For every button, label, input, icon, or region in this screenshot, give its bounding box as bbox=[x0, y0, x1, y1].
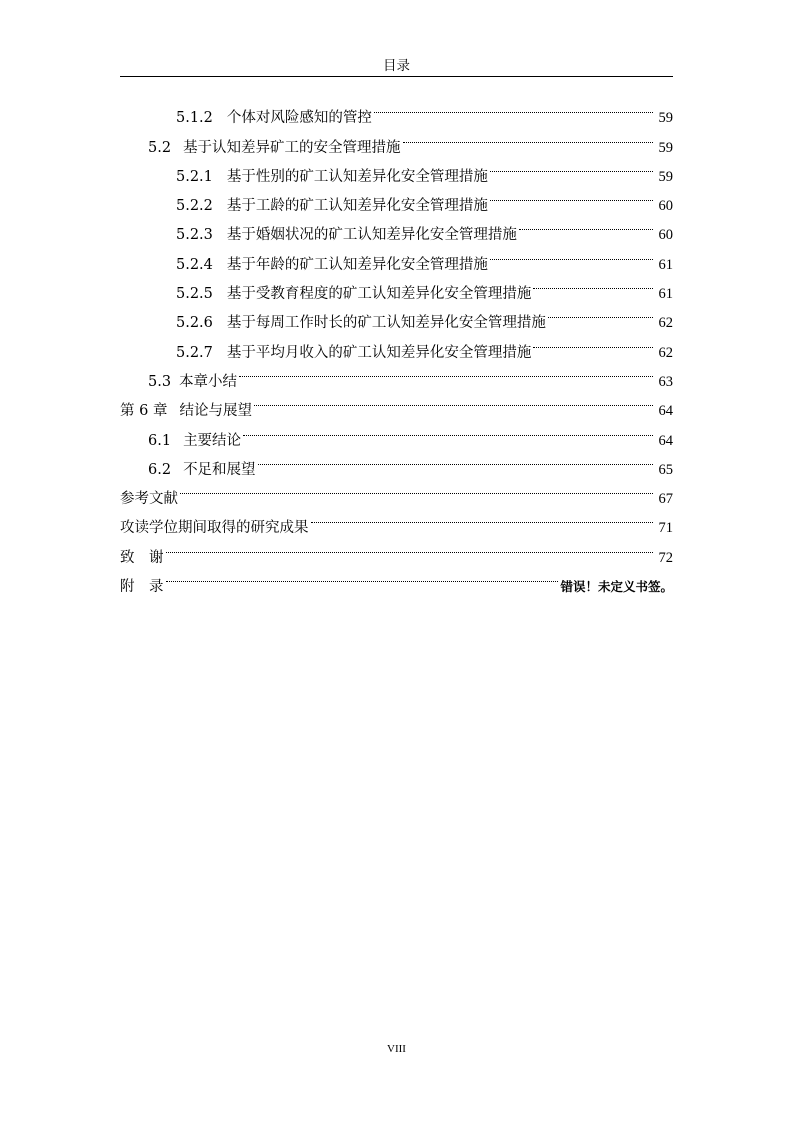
toc-entry-title: 基于工龄的矿工认知差异化安全管理措施 bbox=[226, 198, 488, 215]
toc-entry-number: 5.2.5 bbox=[176, 286, 213, 303]
dot-leader bbox=[166, 562, 559, 591]
toc-entry-acknowledgements[interactable] bbox=[120, 532, 673, 566]
toc-entry-page: 61 bbox=[658, 256, 673, 273]
toc-entry-number: 5.2.1 bbox=[176, 168, 213, 185]
toc-entry-references[interactable] bbox=[120, 474, 673, 508]
toc-entry-page: 62 bbox=[658, 315, 673, 332]
toc-entry-page: 71 bbox=[658, 520, 673, 537]
dot-leader bbox=[166, 532, 654, 561]
dot-leader bbox=[374, 93, 653, 122]
toc-entry-page: 59 bbox=[658, 139, 673, 156]
toc-entry-title: 参考文献 bbox=[120, 491, 178, 508]
toc-entry-number: 5.3 bbox=[148, 373, 172, 390]
dot-leader bbox=[533, 269, 653, 298]
toc-entry-page: 60 bbox=[658, 227, 673, 244]
dot-leader bbox=[180, 474, 653, 503]
toc-entry-title: 附 录 bbox=[120, 579, 164, 596]
dot-leader bbox=[519, 210, 653, 239]
running-header: 目录 bbox=[383, 58, 410, 74]
toc-entry-title: 基于每周工作时长的矿工认知差异化安全管理措施 bbox=[226, 315, 546, 332]
toc-entry-number: 6.2 bbox=[148, 461, 172, 478]
dot-leader bbox=[239, 357, 653, 386]
dot-leader bbox=[490, 181, 653, 210]
toc-entry-page: 67 bbox=[658, 491, 673, 508]
toc-entry-title: 基于婚姻状况的矿工认知差异化安全管理措施 bbox=[226, 227, 517, 244]
toc-entry-number: 5.2.7 bbox=[176, 344, 213, 361]
toc-entry-title: 主要结论 bbox=[183, 432, 242, 449]
toc-entry-title: 基于年龄的矿工认知差异化安全管理措施 bbox=[226, 256, 488, 273]
toc-entry-title: 结论与展望 bbox=[179, 403, 252, 420]
toc-entry-title: 基于平均月收入的矿工认知差异化安全管理措施 bbox=[226, 344, 532, 361]
dot-leader bbox=[490, 239, 653, 268]
dot-leader bbox=[258, 445, 653, 474]
toc-entry-page-error: 错误！未定义书签。 bbox=[560, 579, 673, 595]
dot-leader bbox=[403, 122, 653, 151]
dot-leader bbox=[533, 327, 653, 356]
toc-entry-number: 5.2.6 bbox=[176, 315, 213, 332]
toc-entry-page: 63 bbox=[658, 373, 673, 390]
page-number: VIII bbox=[387, 1043, 406, 1055]
toc-entry-title: 基于认知差异矿工的安全管理措施 bbox=[183, 139, 401, 156]
toc-entry-page: 72 bbox=[658, 549, 673, 566]
toc-entry-number: 第 6 章 bbox=[120, 403, 168, 420]
toc-entry-title: 个体对风险感知的管控 bbox=[226, 110, 372, 127]
dot-leader bbox=[311, 503, 654, 532]
dot-leader bbox=[548, 298, 653, 327]
toc-entry-title: 基于性别的矿工认知差异化安全管理措施 bbox=[226, 168, 488, 185]
toc-entry-number: 6.1 bbox=[148, 432, 172, 449]
toc-entry-number: 5.2 bbox=[148, 139, 172, 156]
toc-entry-page: 61 bbox=[658, 286, 673, 303]
table-of-contents bbox=[120, 93, 673, 596]
dot-leader bbox=[490, 152, 653, 181]
toc-entry-page: 59 bbox=[658, 168, 673, 185]
toc-entry-number: 5.2.4 bbox=[176, 256, 213, 273]
toc-entry-title: 本章小结 bbox=[179, 373, 238, 390]
toc-entry-title: 不足和展望 bbox=[183, 461, 256, 478]
toc-entry-title: 致 谢 bbox=[120, 549, 164, 566]
toc-entry-page: 60 bbox=[658, 198, 673, 215]
toc-entry-research-results[interactable] bbox=[120, 503, 673, 537]
toc-entry-number: 5.1.2 bbox=[176, 110, 213, 127]
dot-leader bbox=[254, 386, 653, 415]
header-rule bbox=[120, 76, 673, 77]
toc-entry-number: 5.2.2 bbox=[176, 198, 213, 215]
toc-entry-page: 62 bbox=[658, 344, 673, 361]
toc-entry-number: 5.2.3 bbox=[176, 227, 213, 244]
toc-entry-page: 59 bbox=[658, 110, 673, 127]
toc-entry-title: 攻读学位期间取得的研究成果 bbox=[120, 520, 309, 537]
toc-entry-page: 65 bbox=[658, 461, 673, 478]
toc-entry-page: 64 bbox=[658, 432, 673, 449]
toc-entry-title: 基于受教育程度的矿工认知差异化安全管理措施 bbox=[226, 286, 532, 303]
dot-leader bbox=[243, 415, 653, 444]
toc-entry-page: 64 bbox=[658, 403, 673, 420]
toc-entry-appendix[interactable] bbox=[120, 562, 673, 596]
toc-entry-5-1-2[interactable] bbox=[120, 93, 673, 127]
